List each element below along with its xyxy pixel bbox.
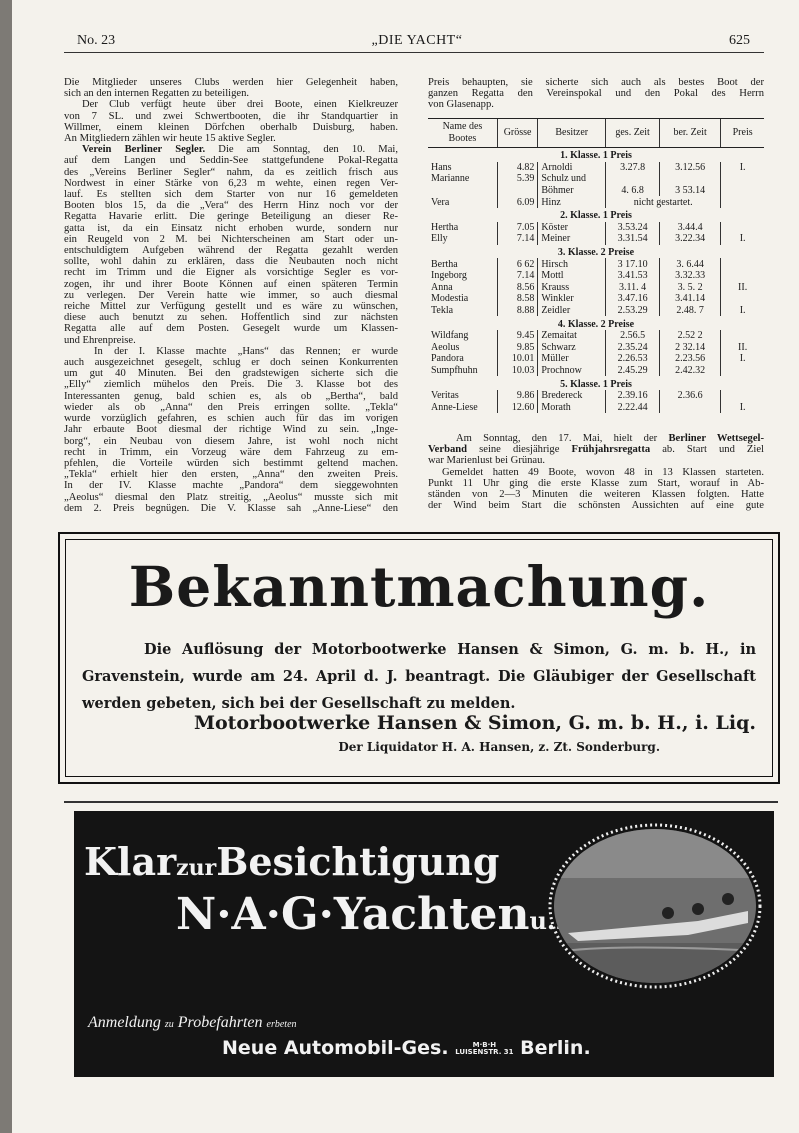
text-line: wurde vorzüglich gefahren, es schien auch für das im vorigen: [64, 413, 398, 425]
text-line: ganzen Regatta den Vereinspokal und den Pokal des Herrn: [428, 88, 764, 100]
text-line: Verband seine diesjährige Frühjahrsregatta ab. Start und Ziel: [428, 444, 764, 456]
table-cell: 3. 6.44: [659, 258, 720, 270]
text-line: reiche Mittel zur Verfügung gestellt und es wäre zu wünschen,: [64, 301, 398, 313]
table-cell: I.: [721, 233, 764, 245]
table-cell: Winkler: [538, 293, 606, 305]
table-cell: Pandora: [431, 353, 464, 365]
text-line: „Tekla“ erhielt hier den ersten, „Anna“ den zweiten Preis.: [64, 469, 398, 481]
text-line: Regatta alle auf dem Posten. Gesegelt wurde um Klassen-: [64, 323, 398, 335]
text-line: ständen von 2—3 Minuten die weiteren Klassen folgten. Hatte: [428, 489, 764, 501]
table-cell: Veritas: [431, 390, 459, 402]
table-cell: 3.22.34: [659, 233, 720, 245]
table-cell: 3. 5. 2: [659, 282, 720, 294]
class-heading-row: [428, 245, 764, 259]
table-cell: I.: [721, 353, 764, 365]
table-row: [428, 353, 764, 365]
text-line: sollte, wohl dahin zu erklären, dass die Neubauten noch nicht: [64, 256, 398, 268]
header-rule: [64, 52, 764, 53]
class-heading-row: [428, 208, 764, 222]
table-cell: Marianne: [431, 173, 470, 185]
table-cell: Mottl: [538, 270, 606, 282]
table-cell: 2.36.6: [659, 390, 720, 402]
text-line: recht in Trimm, ein Vorzeug wäre dem Fahrzeug zu em-: [64, 446, 398, 458]
column-header: Grösse: [497, 119, 537, 148]
table-cell: 2.56.5: [606, 330, 660, 342]
table-cell: [721, 330, 764, 342]
table-row: [428, 365, 764, 377]
column-header: ges. Zeit: [606, 119, 660, 148]
text-line: auch ausgezeichnet gesegelt, schlug er doch seinen Konkurrenten: [64, 357, 398, 369]
table-row: [428, 233, 764, 245]
table-cell: Anne-Liese: [431, 401, 478, 413]
table-cell: I.: [721, 305, 764, 317]
text-line: Gemeldet hatten 49 Boote, wovon 48 in 13 Klassen starteten.: [442, 466, 764, 478]
table-cell: [659, 173, 720, 185]
text-line: von Glasenapp.: [428, 99, 494, 111]
table-cell: 10.01: [497, 353, 537, 365]
notice-advertisement: [58, 532, 780, 784]
text-line: In der I. Klasse machte „Hans“ das Rennen; er wurde: [94, 345, 398, 357]
text-line: sich an den internen Regatten zu beteiligen.: [64, 88, 250, 100]
table-cell: 2.39.16: [606, 390, 660, 402]
text-line: Die Mitglieder unseres Clubs werden hier Gelegenheit haben,: [64, 77, 398, 88]
table-row: [428, 401, 764, 413]
book-binding-edge: [0, 0, 12, 1133]
table-row: [428, 330, 764, 342]
text-line: entschuldigtem Aufgeben während der Regatta gezahlt werden: [64, 245, 398, 257]
table-cell: 5.39: [497, 173, 537, 185]
class-heading: 2. Klasse. 1 Preis: [560, 210, 632, 222]
table-cell: [497, 185, 537, 197]
table-cell: 4.82: [497, 162, 537, 174]
table-cell: [721, 258, 764, 270]
right-column-text: [428, 433, 764, 511]
ad-headline-2: N·A·G·Yachtenu.: [176, 889, 556, 940]
table-cell: Hans: [431, 161, 452, 173]
table-cell: [721, 365, 764, 377]
section-heading: Verein Berliner Segler.: [82, 144, 206, 156]
table-cell: 3.12.56: [659, 162, 720, 174]
table-cell: Morath: [538, 401, 606, 413]
regatta-results-table: [428, 118, 764, 413]
text-line: auf dem Langen und Seddin-See stattgefundene Pokal-Regatta: [64, 155, 398, 167]
table-row: [428, 222, 764, 234]
table-row: [428, 293, 764, 305]
table-cell: 6.09: [497, 196, 537, 208]
text-line: „Aeolus“ diesmal den Platz streitig, „Aeolus“ musste sich mit: [64, 491, 398, 503]
text-line: Regatta Havarie erlitt. Die geringe Beteiligung an dieser Re-: [64, 211, 398, 223]
table-row: [428, 342, 764, 354]
table-cell: 2.53.29: [606, 305, 660, 317]
table-row: [428, 258, 764, 270]
class-heading: 5. Klasse. 1 Preis: [560, 378, 632, 390]
text-line: war Marienlust bei Grünau.: [428, 455, 546, 467]
table-cell: [721, 173, 764, 185]
class-heading: 4. Klasse. 2 Preise: [557, 318, 635, 330]
text-line: An Mitgliedern zählen wir heute 15 aktive Segler.: [64, 133, 276, 145]
table-cell: 7.14: [497, 270, 537, 282]
text-line: Punkt 11 Uhr ging die erste Klasse zum Start, worauf in Ab-: [428, 477, 764, 489]
text-line: lauf. Es stellten sich dem Starter von nur 16 gemeldeten: [64, 189, 398, 201]
table-cell: [721, 293, 764, 305]
table-cell: [428, 185, 497, 197]
notice-liquidator: Der Liquidator H. A. Hansen, z. Zt. Sonderburg.: [338, 740, 660, 754]
table-cell: 3.32.33: [659, 270, 720, 282]
table-cell: 3 17.10: [606, 258, 660, 270]
notice-title: Bekanntmachung.: [128, 554, 710, 619]
table-cell: Meiner: [538, 233, 606, 245]
issue-number: No. 23: [77, 33, 116, 48]
table-cell: 3 53.14: [659, 185, 720, 197]
table-cell: 3.44.4: [659, 222, 720, 234]
table-cell: Schulz und: [538, 173, 606, 185]
class-heading: 3. Klasse. 2 Preise: [557, 247, 635, 259]
table-cell: 7.14: [497, 233, 537, 245]
table-cell: 4. 6.8: [606, 185, 660, 197]
table-cell: Köster: [538, 222, 606, 234]
table-cell: Arnoldi: [538, 162, 606, 174]
table-cell: [721, 185, 764, 197]
table-row: [428, 305, 764, 317]
section-rule: [64, 801, 778, 803]
table-cell: nicht gestartet.: [606, 196, 721, 208]
table-row: [428, 162, 764, 174]
class-heading-row: [428, 148, 764, 162]
table-cell: Bertha: [431, 258, 458, 270]
text-line: dem 2. Preis begnügen. Die V. Klasse sah „Anne-Liese“ den: [64, 502, 398, 514]
nag-yachts-advertisement: [74, 811, 774, 1077]
table-cell: 3.11. 4: [606, 282, 660, 294]
left-column: [64, 77, 398, 514]
text-line: „Elly“ ziemlich mühelos den Preis. Die 3. Klasse bot des: [64, 379, 398, 391]
table-row: [428, 173, 764, 185]
table-cell: Elly: [431, 233, 448, 245]
column-header: ber. Zeit: [659, 119, 720, 148]
text-line: zu verlegen. Der Verein hatte wie immer, so auch diesmal: [64, 289, 398, 301]
column-header: Besitzer: [538, 119, 606, 148]
table-row: [428, 282, 764, 294]
table-cell: 2.45.29: [606, 365, 660, 377]
table-cell: Hertha: [431, 221, 459, 233]
motorboat-photo: [548, 823, 762, 989]
table-cell: I.: [721, 401, 764, 413]
table-cell: 2 32.14: [659, 342, 720, 354]
text-line: zogen, ihr und ihrer Boote Können auf einen späteren Termin: [64, 278, 398, 290]
text-line: um gut 40 Minuten. Bei den gradstewigen sicherte sich die: [64, 368, 398, 380]
table-cell: [721, 390, 764, 402]
table-cell: 9.85: [497, 342, 537, 354]
text-line: von 7 SL. und zwei Schwertbooten, die ihr Standquartier in: [64, 110, 398, 122]
table-cell: II.: [721, 282, 764, 294]
table-cell: 9.86: [497, 390, 537, 402]
table-cell: Hirsch: [538, 258, 606, 270]
text-line: borg“, ein Neubau von diesem Jahre, ist wohl noch nicht: [64, 435, 398, 447]
text-line: wieder als ob „Anna“ den Preis erringen sollte. „Tekla“: [64, 401, 398, 413]
table-cell: 2.35.24: [606, 342, 660, 354]
text-line: recht im Trimm und die Eigner als vorsichtige Segler es vor-: [64, 267, 398, 279]
table-cell: Vera: [431, 196, 450, 208]
table-cell: 3.31.54: [606, 233, 660, 245]
table-cell: 2.42.32: [659, 365, 720, 377]
table-cell: Schwarz: [538, 342, 606, 354]
text-line: diese auch benutzt zu sehen. Hoffentlich sind zur nächsten: [64, 312, 398, 324]
ad-anmeldung: Anmeldung zu Probefahrten erbeten: [88, 1014, 297, 1031]
table-row: [428, 390, 764, 402]
table-cell: [659, 401, 720, 413]
table-row: [428, 270, 764, 282]
table-cell: 2.26.53: [606, 353, 660, 365]
text-line: Booten blos 15, da die „Vera“ des Herrn Hinz noch vor der: [64, 200, 398, 212]
page-header: [72, 33, 762, 49]
text-line: Preis behaupten, sie sicherte sich auch als bestes Boot der: [428, 77, 764, 88]
right-column-intro: [428, 77, 764, 111]
class-heading: 1. Klasse. 1 Preis: [560, 150, 632, 162]
table-cell: Modestia: [431, 293, 469, 305]
table-cell: Zeidler: [538, 305, 606, 317]
table-cell: 2.23.56: [659, 353, 720, 365]
text-line: der Wind beim Start die schönsten Aussichten auf eine gute: [428, 500, 764, 512]
table-cell: 12.60: [497, 401, 537, 413]
table-cell: Böhmer: [538, 185, 606, 197]
table-cell: Anna: [431, 281, 453, 293]
table-row: [428, 185, 764, 197]
column-header: Preis: [721, 119, 764, 148]
table-cell: Sumpfhuhn: [431, 364, 478, 376]
table-cell: [721, 222, 764, 234]
table-header-row: [428, 119, 764, 148]
class-heading-row: [428, 376, 764, 390]
table-cell: 8.56: [497, 282, 537, 294]
text-line: Interessanten genug, bald schien es, als ob „Bertha“, bald: [64, 390, 398, 402]
text-line: Willmer, einem kleinen Dörfchen oberhalb Duisburg, haben.: [64, 121, 398, 133]
notice-firm: Motorbootwerke Hansen & Simon, G. m. b. H., i. Liq.: [193, 712, 756, 734]
text-line: Jahr erbaute Boot diesmal der richtige Wind zu sein. „Inge-: [64, 424, 398, 436]
table-cell: Hinz: [538, 196, 606, 208]
table-cell: 9.45: [497, 330, 537, 342]
table-cell: 2.52 2: [659, 330, 720, 342]
column-header: Name des Bootes: [428, 119, 497, 148]
text-line: pfehlen, die Vorteile würden sich bestimmt geltend machen.: [64, 457, 398, 469]
table-cell: 3.53.24: [606, 222, 660, 234]
journal-title: „DIE YACHT“: [371, 33, 463, 48]
table-cell: 3.47.16: [606, 293, 660, 305]
table-cell: [606, 173, 660, 185]
table-row: [428, 196, 764, 208]
text-line: In der IV. Klasse machte „Pandora“ dem sieggewohnten: [64, 480, 398, 492]
table-cell: Ingeborg: [431, 270, 467, 282]
table-cell: 3.27.8: [606, 162, 660, 174]
table-cell: Bredereck: [538, 390, 606, 402]
table-cell: [721, 270, 764, 282]
text-line: gatta ist, da ein Einsatz nicht erhoben wurde, sondern nur: [64, 222, 398, 234]
table-cell: Tekla: [431, 305, 454, 317]
table-cell: II.: [721, 342, 764, 354]
table-cell: 8.88: [497, 305, 537, 317]
table-cell: 2.48. 7: [659, 305, 720, 317]
table-cell: 7.05: [497, 222, 537, 234]
table-cell: 10.03: [497, 365, 537, 377]
ad-firm: Neue Automobil-Ges. M·B·H LUISENSTR. 31 Berlin.: [222, 1037, 591, 1059]
table-cell: [721, 196, 764, 208]
table-cell: 6 62: [497, 258, 537, 270]
ad-headline-1: KlarzurBesichtigung: [84, 839, 500, 884]
text-line: des „Vereins Berliner Segler“ nahm, da es zeitlich frisch aus: [64, 166, 398, 178]
table-cell: Prochnow: [538, 365, 606, 377]
text-line: Verein Berliner Segler. Die am Sonntag, den 10. Mai,: [82, 144, 398, 156]
text-line: Am Sonntag, den 17. Mai, hielt der Berliner Wettsegel-: [456, 433, 764, 444]
table-cell: 3.41.53: [606, 270, 660, 282]
text-line: ein Reugeld von 2 M. bei Nichterscheinen am Start oder un-: [64, 233, 398, 245]
class-heading-row: [428, 316, 764, 330]
page-number: 625: [729, 33, 750, 48]
table-cell: Zemaitat: [538, 330, 606, 342]
table-cell: 3.41.14: [659, 293, 720, 305]
text-line: Nordwest in einer Stärke von 6,23 m wehte, einen regen Ver-: [64, 177, 398, 189]
table-cell: Wildfang: [431, 330, 469, 342]
notice-text: Die Auflösung der Motorbootwerke Hansen & Simon, G. m. b. H., in Gravenstein, wurde am 24. April d. J. beantragt. Die Gläubiger der Gesellschaft werden gebeten, sich bei der Gesellschaft zu melden.: [82, 641, 756, 712]
text-line: Der Club verfügt heute über drei Boote, einen Kielkreuzer: [82, 99, 398, 111]
table-cell: Aeolus: [431, 341, 460, 353]
text-line: und Ehrenpreise.: [64, 334, 136, 346]
table-cell: I.: [721, 162, 764, 174]
table-cell: 8.58: [497, 293, 537, 305]
table-cell: Müller: [538, 353, 606, 365]
table-cell: Krauss: [538, 282, 606, 294]
table-cell: 2.22.44: [606, 401, 660, 413]
